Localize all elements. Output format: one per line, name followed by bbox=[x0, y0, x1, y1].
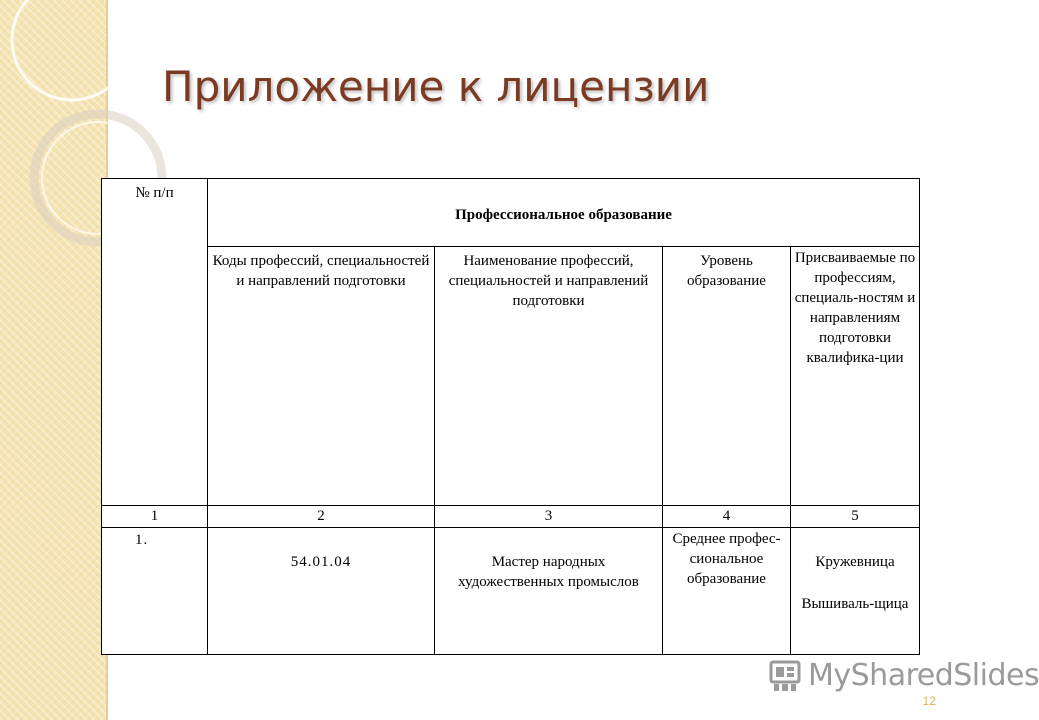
column-index-cell: 4 bbox=[663, 506, 791, 528]
column-index-cell: 2 bbox=[208, 506, 435, 528]
codes-header: Коды профессий, специальностей и направлений подготовки bbox=[212, 253, 430, 289]
codes-header-cell bbox=[208, 247, 435, 506]
qualification-item: Вышиваль-щица bbox=[801, 596, 909, 612]
row-number-header: № п/п bbox=[135, 185, 174, 201]
education-level: Среднее профес-сиональное образование bbox=[672, 531, 781, 587]
level-header-cell bbox=[663, 247, 791, 506]
license-table bbox=[101, 178, 920, 655]
code-cell bbox=[208, 528, 435, 655]
table-subheader-row bbox=[102, 247, 920, 506]
row-number-header-cell bbox=[102, 179, 208, 506]
qualifications-cell bbox=[791, 528, 920, 655]
education-level-cell bbox=[663, 528, 791, 655]
row-number: 1. bbox=[135, 532, 149, 548]
profession-name: Мастер народных художественных промыслов bbox=[458, 554, 639, 590]
logo-text: MySharedSlides bbox=[808, 658, 1039, 693]
qualification-item: Кружевница bbox=[815, 554, 895, 570]
mysharedslides-logo bbox=[768, 658, 1039, 693]
column-index-row bbox=[102, 506, 920, 528]
slide-title: Приложение к лицензии bbox=[162, 62, 710, 111]
main-header-cell bbox=[208, 179, 920, 247]
main-header: Профессиональное образование bbox=[455, 207, 672, 223]
column-index-cell: 3 bbox=[435, 506, 663, 528]
profession-name-cell bbox=[435, 528, 663, 655]
classroom-icon bbox=[768, 659, 802, 693]
names-header: Наименование профессий, специальностей и направлений подготовки bbox=[448, 253, 649, 309]
table-row bbox=[102, 528, 920, 655]
column-index-cell: 1 bbox=[102, 506, 208, 528]
profession-code: 54.01.04 bbox=[290, 554, 352, 570]
table-header-row bbox=[102, 179, 920, 247]
level-header: Уровень образование bbox=[687, 253, 766, 289]
page-number: 12 bbox=[922, 694, 936, 708]
column-index-cell: 5 bbox=[791, 506, 920, 528]
names-header-cell bbox=[435, 247, 663, 506]
qualification-header: Присваиваемые по профессиям, специаль-ностям и направлениям подготовки квалифика-ции bbox=[794, 250, 916, 366]
row-number-cell bbox=[102, 528, 208, 655]
qualification-header-cell bbox=[791, 247, 920, 506]
